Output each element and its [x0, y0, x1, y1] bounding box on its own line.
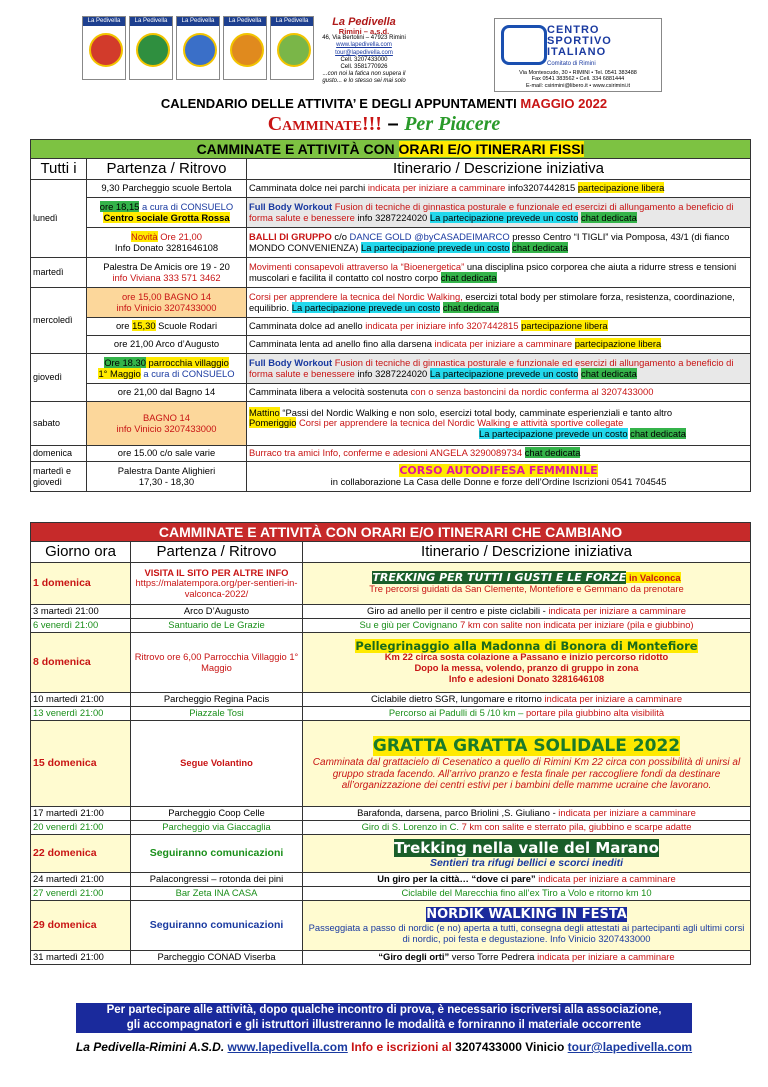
page-subtitle: Camminate!!! – Per Piacere — [267, 113, 501, 135]
org-sub: Rimini – a.s.d. — [338, 27, 390, 36]
org-web-link[interactable]: www.lapedivella.com — [336, 42, 392, 49]
table-row: ore 21,00 dal Bagno 14 Camminata libera a velocità sostenuta con o senza bastoncini da nordic conferma al 3207433000 — [31, 384, 751, 402]
table-row: 27 venerdì 21:00 Bar Zeta INA CASA Ciclabile del Marecchia fino all’ex Tiro a Volo e ritorno km 10 — [31, 887, 751, 901]
page-title: CALENDARIO DELLE ATTIVITA’ E DEGLI APPUNTAMENTI MAGGIO 2022 — [160, 96, 608, 111]
table-row: lunedì 9,30 Parcheggio scuole Bertola Camminata dolce nei parchi indicata per iniziare a camminare info3207442815 partecipazione libera — [31, 180, 751, 198]
org-cell2: Cell. 3581770926 — [340, 64, 388, 71]
col-header-start: Partenza / Ritrovo — [131, 542, 303, 563]
csi-sub: Comitato di Rimini — [547, 61, 596, 67]
table-row: domenica ore 15.00 c/o sale varie Burraco tra amici Info, conferme e adesioni ANGELA 3290089734 chat dedicata — [31, 446, 751, 462]
csi-contacts: Via Montescudo, 30 • RIMINI • Tel. 0541 383488 Fax 0541 383562 • Cell. 334 6881444 E-mail: csirimini@libero.it • www.csirimini.it — [519, 69, 637, 89]
table-row: martedì e giovedì Palestra Dante Alighieri 17,30 - 18,30 CORSO AUTODIFESA FEMMINILE in collaborazione La Casa delle Donne e forze dell’Ordine Iscrizioni 0541 704545 — [31, 462, 751, 492]
changing-heading: CAMMINATE E ATTIVITÀ CON ORARI E/O ITINERARI CHE CAMBIANO — [31, 523, 751, 542]
table-row: 3 martedì 21:00 Arco D’Augusto Giro ad anello per il centro e piste ciclabili - indicata per iniziare a camminare — [31, 605, 751, 619]
table-row: sabato BAGNO 14 info Vinicio 3207433000 Mattino “Passi del Nordic Walking e non solo, esercizi total body, camminate esperienziali e tanto altro Pomeriggio Corsi per apprendere la tecnica del Nordic Walking e attività sportive collegate La partecipazione prevede un costo chat dedicata — [31, 402, 751, 446]
page-header — [0, 0, 768, 92]
table-row: 13 venerdì 21:00 Piazzale Tosi Percorso ai Padulli di 5 /10 km – portare pila giubbino alta visibilità — [31, 707, 751, 721]
org-cell: Cell. 3207433000 — [340, 56, 388, 63]
pedivella-logo: La Pedivella — [82, 16, 126, 80]
pedivella-logos — [82, 16, 314, 80]
csi-name: CENTRO SPORTIVO ITALIANO — [547, 24, 612, 58]
footer-mail-link[interactable]: tour@lapedivella.com — [567, 1040, 693, 1054]
table-row: ore 15,30 Scuole Rodari Camminata dolce ad anello indicata per iniziare info 3207442815 partecipazione libera — [31, 318, 751, 336]
table-row: 29 domenica Seguiranno comunicazioni NORDIK WALKING IN FESTA Passeggiata a passo di nordic (e no) aperta a tutti, consegna degli attestati ai partecipanti agli ultimi corsi di nordic, poi festa e degustazione. Info Vinicio 3207433000 — [31, 901, 751, 951]
org-mail-link[interactable]: tour@lapedivella.com — [335, 49, 393, 56]
org-name: La Pedivella — [332, 16, 396, 28]
csi-logo-icon — [501, 25, 547, 65]
table-row: ore 21,00 Arco d’Augusto Camminata lenta ad anello fino alla darsena indicata per iniziare a camminare partecipazione libera — [31, 336, 751, 354]
table-row: 8 domenica Ritrovo ore 6,00 Parrocchia Villaggio 1° Maggio Pellegrinaggio alla Madonna di Bonora di Montefiore Km 22 circa sosta colazione a Passano e inizio percorso ridotto Dopo la messa, volendo, pranzo di gruppo in zona Info e adesioni Donato 3281646108 — [31, 633, 751, 693]
table-row: 1 domenica VISITA IL SITO PER ALTRE INFO https://malatempora.org/per-sentieri-in-valconca-2022/ TREKKING PER TUTTI I GUSTI E LE FORZE in Valconca Tre percorsi guidati da San Clemente, Montefiore e Gemmano da prenotare — [31, 563, 751, 605]
table-row: 22 domenica Seguiranno comunicazioni Trekking nella valle del Marano Sentieri tra rifugi bellici e scorci inediti — [31, 835, 751, 873]
changing-activities-table — [30, 522, 751, 965]
pedivella-logo: La Pedivella — [176, 16, 220, 80]
table-row: 15 domenica Segue Volantino GRATTA GRATTA SOLIDALE 2022 Camminata dal grattacielo di Cesenatico a quello di Rimini Km 22 circa con possibilità di unirsi al gruppo strada facendo. All’arrivo pranzo e festa finale per raccogliere fondi da destinare all’organizzazione dei centri estivi per i bambini delle mamme ucraine che lavorano. — [31, 721, 751, 807]
table-row: mercoledì ore 15,00 BAGNO 14 info Vinicio 3207433000 Corsi per apprendere la tecnica del Nordic Walking, esercizi total body per stimolare forza, resistenza, coordinazione, equilibrio. La partecipazione prevede un costo chat dedicata — [31, 288, 751, 318]
col-header-day: Tutti i — [31, 159, 87, 180]
table-row: ore 18,15 a cura di CONSUELO Centro sociale Grotta Rossa Full Body Workout Fusion di tecniche di ginnastica posturale e funzionale ed esercizi di allungamento a beneficio di forma salute e benessere info 3287224020 La partecipazione prevede un costo chat dedicata — [31, 198, 751, 228]
table-row: 24 martedì 21:00 Palacongressi – rotonda dei pini Un giro per la città… “dove ci pare” indicata per iniziare a camminare — [31, 873, 751, 887]
table-row: 6 venerdì 21:00 Santuario de Le Grazie Su e giù per Covignano 7 km con salite non indicata per iniziare (pila e giubbino) — [31, 619, 751, 633]
footer-site-link[interactable]: www.lapedivella.com — [227, 1040, 348, 1054]
fixed-activities-table — [30, 139, 751, 492]
fixed-heading: CAMMINATE E ATTIVITÀ CON ORARI E/O ITINERARI FISSI — [31, 140, 751, 159]
table-row: 20 venerdì 21:00 Parcheggio via Giaccaglia Giro di S. Lorenzo in C. 7 km con salite e sterrato pila, giubbino e scarpe adatte — [31, 821, 751, 835]
org-info — [318, 16, 410, 86]
org-addr: 46, Via Bertolini – 47923 Rimini — [322, 35, 406, 42]
footer-notice: Per partecipare alle attività, dopo qualche incontro di prova, è necessario iscriversi alla associazione, gli accompagnatori e gli istruttori illustreranno le modalità e forniranno il materiale occorrente — [76, 1003, 692, 1033]
table-row: 31 martedì 21:00 Parcheggio CONAD Viserba “Giro degli orti” verso Torre Pedrera indicata per iniziare a camminare — [31, 951, 751, 965]
pedivella-logo: La Pedivella — [129, 16, 173, 80]
pedivella-logo: La Pedivella — [223, 16, 267, 80]
org-motto: ...con noi la fatica non supera il gusto... e lo stesso sei mai solo — [322, 71, 406, 85]
col-header-desc: Itinerario / Descrizione iniziativa — [303, 542, 751, 563]
col-header-day: Giorno ora — [31, 542, 131, 563]
table-row: Novità Ore 21,00 Info Donato 3281646108 BALLI DI GRUPPO c/o DANCE GOLD @byCASADEIMARCO presso Centro “I TIGLI” via Pomposa, 43/1 (di fianco MONDO CONVENIENZA) La partecipazione prevede un costo chat dedicata — [31, 228, 751, 258]
table-row: 17 martedì 21:00 Parcheggio Coop Celle Barafonda, darsena, parco Briolini ,S. Giuliano - indicata per iniziare a camminare — [31, 807, 751, 821]
table-row: 10 martedì 21:00 Parcheggio Regina Pacis Ciclabile dietro SGR, lungomare e ritorno indicata per iniziare a camminare — [31, 693, 751, 707]
pedivella-logo: La Pedivella — [270, 16, 314, 80]
table-row: martedì Palestra De Amicis ore 19 - 20 info Viviana 333 571 3462 Movimenti consapevoli attraverso la “Bioenergetica” una disciplina psico corporea che aiuta a ridurre stress e tensioni muscolari e facilita il contatto col nostro corpo chat dedicata — [31, 258, 751, 288]
col-header-start: Partenza / Ritrovo — [87, 159, 247, 180]
table-row: giovedì Ore 18.30 parrocchia villaggio 1° Maggio a cura di CONSUELO Full Body Workout Fusion di tecniche di ginnastica posturale e funzionale ed esercizi di allungamento a beneficio di forma salute e benessere info 3287224020 La partecipazione prevede un costo chat dedicata — [31, 354, 751, 384]
csi-logo-box — [494, 18, 662, 92]
col-header-desc: Itinerario / Descrizione iniziativa — [247, 159, 751, 180]
footer-contacts: La Pedivella-Rimini A.S.D. www.lapedivella.com Info e iscrizioni al 3207433000 Vinicio tour@lapedivella.com — [75, 1040, 693, 1054]
